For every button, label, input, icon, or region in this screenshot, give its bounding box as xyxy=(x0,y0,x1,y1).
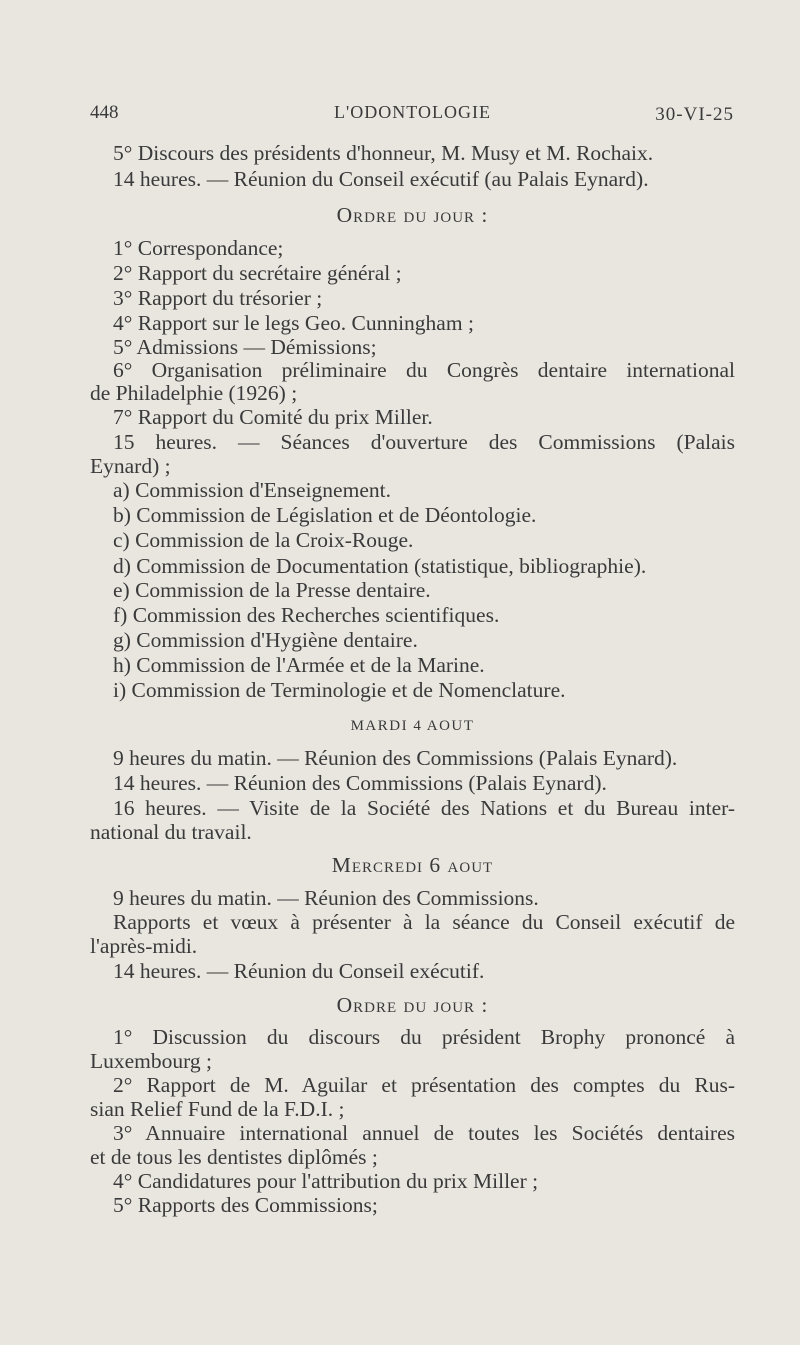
text-line: 5° Rapports des Commissions; xyxy=(113,1193,378,1217)
text-line: h) Commission de l'Armée et de la Marine. xyxy=(113,653,485,677)
text-line: 15 heures. — Séances d'ouverture des Commissions (Palais xyxy=(113,430,735,454)
text-line: 2° Rapport du secrétaire général ; xyxy=(113,261,402,285)
text-line: 9 heures du matin. — Réunion des Commissions. xyxy=(113,886,539,910)
text-line: 3° Annuaire international annuel de toutes les Sociétés dentaires xyxy=(113,1121,735,1145)
text-line: 1° Correspondance; xyxy=(113,236,284,260)
text-line: a) Commission d'Enseignement. xyxy=(113,478,391,502)
text-line: Eynard) ; xyxy=(90,454,171,478)
text-line: 3° Rapport du trésorier ; xyxy=(113,286,323,310)
text-line: 4° Rapport sur le legs Geo. Cunningham ; xyxy=(113,311,474,335)
text-line: i) Commission de Terminologie et de Nomenclature. xyxy=(113,678,566,702)
text-line: c) Commission de la Croix-Rouge. xyxy=(113,528,414,552)
section-heading: Ordre du jour : xyxy=(336,993,489,1017)
text-line: 14 heures. — Réunion du Conseil exécutif (au Palais Eynard). xyxy=(113,167,649,191)
text-line: e) Commission de la Presse dentaire. xyxy=(113,578,431,602)
text-line: 9 heures du matin. — Réunion des Commissions (Palais Eynard). xyxy=(113,746,678,770)
text-line: 1° Discussion du discours du président Brophy prononcé à xyxy=(113,1025,735,1049)
text-line: et de tous les dentistes diplômés ; xyxy=(90,1145,378,1169)
text-line: d) Commission de Documentation (statistique, bibliographie). xyxy=(113,554,647,578)
text-line: l'après-midi. xyxy=(90,934,198,958)
text-line: 7° Rapport du Comité du prix Miller. xyxy=(113,405,433,429)
text-line: national du travail. xyxy=(90,820,252,844)
section-heading: MARDI 4 AOUT xyxy=(350,718,475,734)
text-line: 2° Rapport de M. Aguilar et présentation des comptes du Rus- xyxy=(113,1073,735,1097)
section-heading: Mercredi 6 aout xyxy=(331,853,494,877)
running-title: L'ODONTOLOGIE xyxy=(334,102,491,122)
text-line: 6° Organisation préliminaire du Congrès dentaire international xyxy=(113,358,735,382)
text-line: g) Commission d'Hygiène dentaire. xyxy=(113,628,418,652)
page-number: 448 xyxy=(90,102,119,123)
text-line: 14 heures. — Réunion des Commissions (Palais Eynard). xyxy=(113,771,607,795)
text-line: sian Relief Fund de la F.D.I. ; xyxy=(90,1097,345,1121)
text-line: de Philadelphie (1926) ; xyxy=(90,381,298,405)
section-heading: Ordre du jour : xyxy=(336,203,489,227)
text-line: f) Commission des Recherches scientifiques. xyxy=(113,603,500,627)
text-line: 5° Discours des présidents d'honneur, M. Musy et M. Rochaix. xyxy=(113,141,654,165)
text-line: Rapports et vœux à présenter à la séance du Conseil exécutif de xyxy=(113,910,735,934)
header-date: 30-VI-25 xyxy=(655,104,734,125)
text-line: b) Commission de Législation et de Déontologie. xyxy=(113,503,537,527)
text-line: 5° Admissions — Démissions; xyxy=(113,335,377,359)
text-line: 4° Candidatures pour l'attribution du prix Miller ; xyxy=(113,1169,539,1193)
text-line: 16 heures. — Visite de la Société des Nations et du Bureau inter- xyxy=(113,796,735,820)
text-line: 14 heures. — Réunion du Conseil exécutif. xyxy=(113,959,485,983)
text-line: Luxembourg ; xyxy=(90,1049,213,1073)
